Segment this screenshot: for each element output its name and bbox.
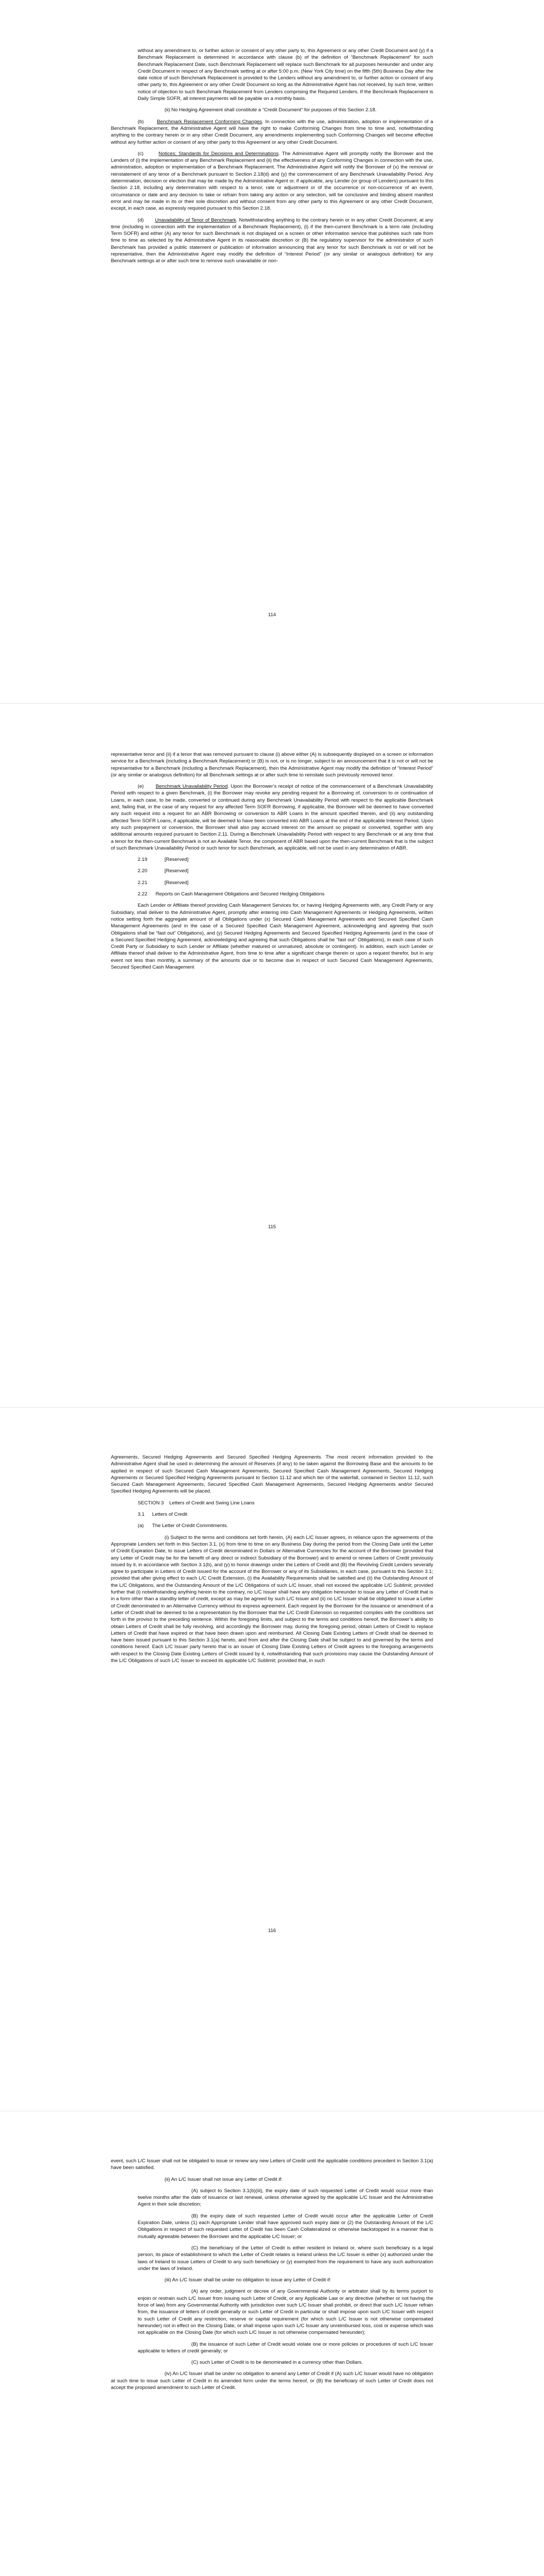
paragraph: (i) Subject to the terms and conditions set forth herein, (A) each L/C Issuer agrees, in reliance upon the agreements of the Appropriate Lenders set forth in this Section 3.1, (x) from time to time on any Business Day during the period from the Closing Date until the Letter of Credit Expiration Date, to issue Letters of Credit denominated in Dollars or Alternative Currencies for the account of the Borrower (provided that any Letter of Credit may be for the benefit of any direct or indirect Subsidiary of the Borrower) and to amend or renew Letters of Credit previously issued by it, in accordance with Section 3.1(b), and (y) to honor drawings under the Letters of Credit and (B) the Revolving Credit Lenders severally agree to participate in Letters of Credit issued for the account of the Borrower or any of its Subsidiaries, in each case, pursuant to this Section 3.1; provided that after giving effect to each L/C Credit Extension, (i) the Availability Requirements shall be satisfied and (ii) the Outstanding Amount of the L/C Obligations, and the Outstanding Amount of the L/C Obligations of such L/C Issuer, shall not exceed the applicable L/C Sublimit; provided further that (i) notwithstanding anything herein to the contrary, no L/C Issuer shall have any obligation hereunder to issue any Letter of Credit that is in a form other than a standby letter of credit, except as may be agreed by such L/C Issuer and (ii) no L/C Issuer shall be obligated to issue a Letter of Credit denominated in an Alternative Currency without its express agreement. Each request by the Borrower for the issuance or amendment of a Letter of Credit shall be deemed to be a representation by the Borrower that the L/C Credit Extension so requested complies with the conditions set forth in the proviso to the preceding sentence. Within the foregoing limits, and subject to the terms and conditions hereof, the Borrower’s ability to obtain Letters of Credit shall be fully revolving, and accordingly the Borrower may, during the foregoing period, obtain Letters of Credit to replace Letters of Credit that have expired or that have been drawn upon and reimbursed. All Closing Date Existing Letters of Credit shall be deemed to have been issued pursuant to this Section 3.1(a) hereto, and from and after the Closing Date shall be subject to and governed by the terms and conditions hereof. Each L/C Issuer party hereto that is an issuer of Closing Date Existing Letters of Credit agrees to the foregoing arrangements with respect to the Closing Date Existing Letters of Credit issued by it, notwithstanding that such provisions may cause the Outstanding Amount of the L/C Obligations of such L/C Issuer to exceed its applicable L/C Sublimit; provided that, in such: [111, 1534, 433, 1664]
section-heading: [111, 1511, 433, 1518]
paragraph: representative tenor and (ii) if a tenor that was removed pursuant to clause (i) above either (A) is subsequently displayed on a screen or information service for a Benchmark (including a Benchmark Replacement) or (B) is not, or is no longer, subject to an announcement that it is not or will not be representative for a Benchmark (including a Benchmark Replacement), then the Administrative Agent may modify the definition of “Interest Period” (or any similar or analogous definition) for all Benchmark settings at or after such time to reinstate such previously removed tenor.: [111, 752, 433, 778]
document-page-117: [0, 2111, 544, 2576]
paragraph: [111, 2213, 433, 2240]
clause-text: (A) subject to Section 3.1(b)(iii), the expiry date of such requested Letter of Credit would occur more than twelve months after the date of issuance or last renewal, unless otherwise agreed by the applicable L/C Issuer and the Administrative Agent in their sole discretion;: [138, 2188, 433, 2208]
clause-body: . The Administrative Agent will promptly notify the Borrower and the Lenders of (i) the implementation of any Benchmark Replacement and (ii) the effectiveness of any Conforming Changes in connection with the use, administration, adoption or implementation of a Benchmark Replacement. The Administrative Agent will notify the Borrower of (x) the removal or reinstatement of any tenor of a Benchmark pursuant to Section 2.18(d) and (y) the commencement of any Benchmark Unavailability Period. Any determination, decision or election that may be made by the Administrative Agent or, if applicable, any Lender (or group of Lenders) pursuant to this Section 2.18, including any determination with respect to a tenor, rate or adjustment or of the occurrence or non-occurrence of an event, circumstance or date and any decision to take or refrain from taking any action or any selection, will be conclusive and binding absent manifest error and may be made in its or their sole discretion and without consent from any other party to this Agreement or any other Credit Document, except, in each case, as expressly required pursuant to this Section 2.18.: [111, 150, 433, 212]
clause-number: (e): [138, 784, 144, 790]
section-number: 2.22: [138, 891, 147, 897]
article-number: SECTION 3: [138, 1500, 164, 1506]
section-title: Letters of Credit: [152, 1512, 188, 1518]
clause-number: (b): [138, 118, 144, 125]
paragraph: [111, 2288, 433, 2336]
paragraph: [111, 783, 433, 852]
page-117-body: [111, 2158, 433, 2396]
clause-heading: Notices; Standards for Decisions and Determinations: [158, 150, 279, 157]
subsection-title: The Letter of Credit Commitments.: [152, 1523, 228, 1529]
clause-text: (B) the issuance of such Letter of Credit would violate one or more policies or procedures of such L/C Issuer applicable to letters of credit generally; or: [138, 2341, 433, 2354]
document-page-116: [0, 1408, 544, 2111]
document-page-115: [0, 704, 544, 1407]
clause-body: . Notwithstanding anything to the contrary herein or in any other Credit Document, at any time (including in connection with the implementation of a Benchmark Replacement), (i) if the then-current Benchmark is a term rate (including Term SOFR) and either (A) any tenor for such Benchmark is not displayed on a screen or other information service that publishes such rate from time to time as selected by the Administrative Agent in its reasonable discretion or (B) the regulatory supervisor for the administrator of such Benchmark has provided a public statement or publication of information announcing that any tenor for such Benchmark is not or will not be representative, then the Administrative Agent may modify the definition of “Interest Period” (or any similar or analogous definition) for any Benchmark settings at or after such time to remove such unavailable or non-: [111, 217, 433, 264]
paragraph: (ii) No Hedging Agreement shall constitute a “Credit Document” for purposes of this Section 2.18.: [164, 107, 377, 113]
page-115-body: [111, 751, 433, 975]
paragraph: Agreements, Secured Hedging Agreements and Secured Specified Hedging Agreements. The most recent information provided to the Administrative Agent shall be used in determining the amount of Reserves (if any) to be taken against the Borrowing Base and the amounts to be applied in respect of such Secured Cash Management Agreements, Secured Specified Cash Management Agreements, Secured Hedging Agreements or Secured Specified Hedging Agreements pursuant to Section 11.12 and which tier of the waterfall, contained in Section 11.12, such Secured Cash Management Agreements, Secured Specified Cash Management Agreements, Secured Hedging Agreements and/or Secured Specified Hedging Agreements will be placed.: [111, 1454, 433, 1495]
subsection-heading: [111, 1522, 433, 1529]
section-heading: [111, 868, 433, 874]
section-heading: [111, 879, 433, 886]
clause-text: (A) any order, judgment or decree of any Governmental Authority or arbitrator shall by its terms purport to enjoin or restrain such L/C Issuer from issuing such Letter of Credit, or any Applicable Law or any directive (whether or not having the force of law) from any Governmental Authority with jurisdiction over such L/C Issuer shall prohibit, or direct that such L/C Issuer refrain from, the issuance of letters of credit generally or such Letter of Credit in particular or shall impose upon such L/C Issuer with respect to such Letter of Credit any restriction, reserve or capital requirement (for which such L/C Issuer is not otherwise compensated hereunder) not in effect on the Closing Date, or shall impose upon such L/C Issuer any unreimbursed loss, cost or expense which was not applicable on the Closing Date (for which such L/C Issuer is not otherwise compensated hereunder);: [138, 2289, 433, 2336]
section-number: 2.19: [138, 857, 147, 863]
paragraph: (iii) An L/C Issuer shall be under no obligation to issue any Letter of Credit if:: [164, 2277, 332, 2283]
section-title: [Reserved]: [164, 857, 189, 863]
clause-number: (c): [138, 150, 144, 157]
clause-body: . Upon the Borrower’s receipt of notice of the commencement of a Benchmark Unavailability Period with respect to a given Benchmark, (i) the Borrower may revoke any pending request for a Borrowing of, conversion to or continuation of Loans, in each case, to be made, converted or continued during any Benchmark Unavailability Period with respect to the applicable Benchmark and, failing that, in the case of any request for any affected Term SOFR Borrowing, if applicable, the Borrower will be deemed to have converted any such request into a request for an ABR Borrowing or conversion to ABR Loans in the amount specified therein, and (ii) any outstanding affected Term SOFR Loans, if applicable, will be deemed to have been converted into ABR Loans at the end of the applicable Interest Period. Upon any such prepayment or conversion, the Borrower shall also pay accrued interest on the amount so prepaid or converted, together with any additional amounts required pursuant to Section 2.11. During a Benchmark Unavailability Period with respect to any Benchmark or at any time that a tenor for the then-current Benchmark is not an Available Tenor, the component of ABR based upon the then-current Benchmark that is the subject of such Benchmark Unavailability Period or such tenor for such Benchmark, as applicable, will not be used in any determination of ABR.: [111, 784, 434, 851]
page-116-body: [111, 1454, 433, 1669]
section-title: Reports on Cash Management Obligations and Secured Hedging Obligations: [155, 891, 325, 897]
paragraph: [111, 217, 433, 265]
article-heading: [111, 1500, 433, 1506]
clause-heading: Benchmark Replacement Conforming Changes: [157, 118, 262, 125]
section-number: 2.21: [138, 879, 147, 886]
page-number: 116: [268, 1928, 276, 1934]
paragraph: [111, 150, 433, 212]
paragraph: (iv) An L/C Issuer shall be under no obligation to amend any Letter of Credit if (A) such L/C Issuer would have no obligation at such time to issue such Letter of Credit in its amended form under the terms hereof, or (B) the beneficiary of such Letter of Credit does not accept the proposed amendment to such Letter of Credit.: [111, 2371, 434, 2391]
paragraph: [111, 118, 433, 146]
section-heading: [111, 891, 433, 897]
subsection-number: (a): [138, 1523, 144, 1529]
clause-number: (d): [138, 217, 144, 223]
section-number: 2.20: [138, 868, 147, 874]
document-page-114: [0, 0, 544, 703]
paragraph: [111, 2245, 433, 2272]
clause-heading: Benchmark Unavailability Period: [156, 784, 228, 790]
section-number: 3.1: [138, 1512, 145, 1518]
section-title: [Reserved]: [164, 879, 189, 886]
page-number: 115: [268, 1224, 276, 1230]
clause-text: (B) the expiry date of such requested Letter of Credit would occur after the applicable Letter of Credit Expiration Date, unless (1) each Appropriate Lender shall have approved such expiry date or (2) the Outstanding Amount of the L/C Obligations in respect of such requested Letter of Credit has been Cash Collateralized or otherwise backstopped in a manner that is mutually agreeable between the Borrower and the applicable L/C Issuer; or: [138, 2213, 433, 2240]
clause-heading: Unavailability of Tenor of Benchmark: [155, 217, 236, 223]
paragraph: [111, 2188, 433, 2208]
clause-body: . In connection with the use, administration, adoption or implementation of a Benchmark Replacement, the Administrative Agent will have the right to make Conforming Changes from time to time and, notwithstanding anything to the contrary herein or in any other Credit Document, any amendments implementing such Conforming Changes will become effective without any further action or consent of any other party to this Agreement or any other Credit Document.: [111, 118, 433, 145]
paragraph: without any amendment to, or further action or consent of any other party to, this Agreement or any other Credit Document and (y) if a Benchmark Replacement is determined in accordance with clause (b) of the definition of “Benchmark Replacement” for such Benchmark Replacement Date, such Benchmark Replacement will replace such Benchmark for all purposes hereunder and under any Credit Document in respect of any Benchmark setting at or after 5:00 p.m. (New York City time) on the fifth (5th) Business Day after the date notice of such Benchmark Replacement is provided to the Lenders without any amendment to, or further action or consent of any other party to, this Agreement or any other Credit Document so long as the Administrative Agent has not received, by such time, written notice of objection to such Benchmark Replacement from Lenders comprising the Required Lenders. If the Benchmark Replacement is Daily Simple SOFR, all interest payments will be payable on a monthly basis.: [138, 48, 433, 102]
paragraph: (ii) An L/C Issuer shall not issue any Letter of Credit if:: [164, 2176, 283, 2182]
article-title: Letters of Credit and Swing Line Loans: [169, 1500, 255, 1506]
section-title: [Reserved]: [164, 868, 189, 874]
page-number: 114: [268, 612, 276, 618]
paragraph: event, such L/C Issuer shall not be obligated to issue or renew any new Letters of Credit until the applicable conditions precedent in Section 3.1(a) have been satisfied.: [111, 2158, 433, 2171]
section-heading: [111, 856, 433, 863]
paragraph: Each Lender or Affiliate thereof providing Cash Management Services for, or having Hedging Agreements with, any Credit Party or any Subsidiary, shall deliver to the Administrative Agent, promptly after entering into Cash Management Agreements or Hedging Agreements, written notice setting forth the aggregate amount of all Obligations under (x) Secured Cash Management Agreements and Secured Specified Cash Management Agreements (and in the case of a Secured Specified Cash Management Agreement, acknowledging and agreeing that such Obligations shall be “fast out” Obligations), and (y) Secured Hedging Agreements and Secured Specified Hedging Agreements (and in the case of a Secured Specified Hedging Agreement, acknowledging and agreeing that such Obligations shall be “fast out” Obligations), in each case of such Credit Party or Subsidiary to such Lender or Affiliate (whether matured or unmatured, absolute or contingent). In addition, each such Lender or Affiliate thereof shall deliver to the Administrative Agent, from time to time after a significant change therein or upon a request therefor, but in any event not less than monthly, a summary of the amounts due or to become due in respect of such Secured Cash Management Agreements, Secured Specified Cash Management: [111, 903, 433, 971]
page-114-body: [111, 47, 433, 269]
paragraph: [111, 2359, 433, 2366]
paragraph: [111, 2341, 433, 2355]
clause-text: (C) the beneficiary of the Letter of Credit is either resident in Ireland or, where such beneficiary is a legal person, its place of establishment to which the Letter of Credit relates is Ireland unless the L/C Issuer is either (x) authorized under the laws of Ireland to issue Letters of Credit to any such beneficiary or (y) exempted from the requirement to have any such authorization under the laws of Ireland.: [138, 2245, 433, 2272]
clause-text: (C) such Letter of Credit is to be denominated in a currency other than Dollars.: [191, 2360, 363, 2366]
